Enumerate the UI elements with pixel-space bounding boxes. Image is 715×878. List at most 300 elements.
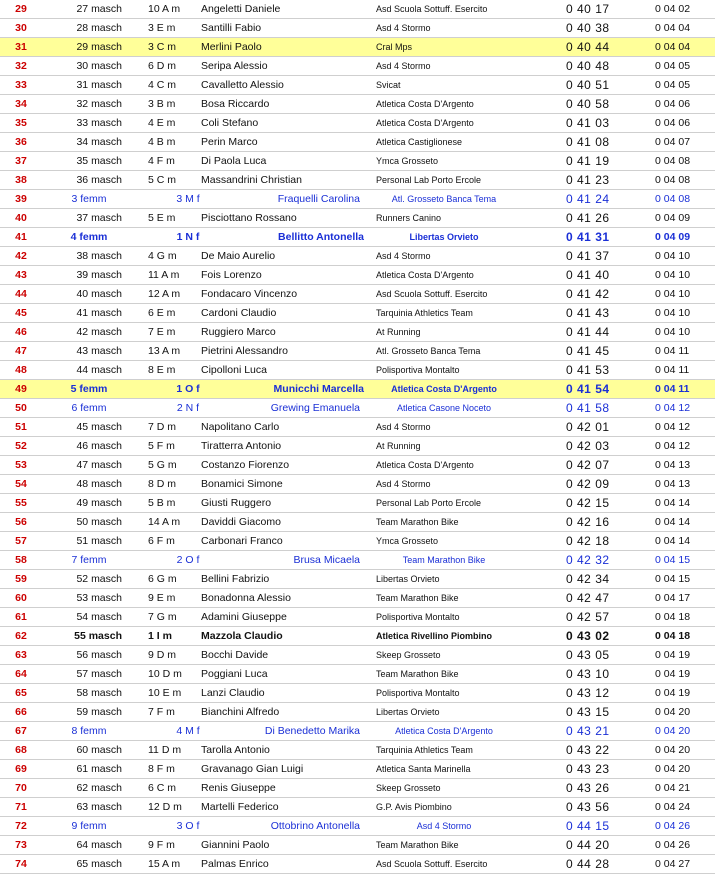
category-position: 9 E m xyxy=(148,592,176,604)
club-name: Atletica Costa D'Argento xyxy=(376,460,474,470)
club-name: Atletica Castiglionese xyxy=(376,137,463,147)
result-row xyxy=(0,798,715,817)
category-position: 3 M f xyxy=(176,193,200,205)
category-position: 1 N f xyxy=(176,231,200,243)
overall-position: 55 xyxy=(15,497,27,509)
result-row xyxy=(0,228,715,247)
gender-position: 32 masch xyxy=(76,98,122,110)
pace-per-km: 0 04 26 xyxy=(655,820,691,832)
result-row xyxy=(0,133,715,152)
result-row xyxy=(0,38,715,57)
result-row xyxy=(0,266,715,285)
pace-per-km: 0 04 08 xyxy=(655,174,691,186)
finish-time: 0 40 38 xyxy=(566,21,610,35)
athlete-name: Bosa Riccardo xyxy=(201,98,270,110)
pace-per-km: 0 04 06 xyxy=(655,117,691,129)
finish-time: 0 44 15 xyxy=(566,819,610,833)
athlete-name: Bellini Fabrizio xyxy=(201,573,270,585)
gender-position: 55 masch xyxy=(74,630,122,642)
club-name: Asd 4 Stormo xyxy=(376,23,431,33)
pace-per-km: 0 04 10 xyxy=(655,307,691,319)
pace-per-km: 0 04 19 xyxy=(655,649,691,661)
overall-position: 41 xyxy=(15,231,27,243)
gender-position: 43 masch xyxy=(76,345,122,357)
athlete-name: Fondacaro Vincenzo xyxy=(201,288,298,300)
club-name: Personal Lab Porto Ercole xyxy=(376,175,482,185)
gender-position: 59 masch xyxy=(76,706,122,718)
club-name: Asd Scuola Sottuff. Esercito xyxy=(376,289,488,299)
athlete-name: Costanzo Fiorenzo xyxy=(201,459,290,471)
result-row xyxy=(0,114,715,133)
finish-time: 0 44 28 xyxy=(566,857,610,871)
finish-time: 0 42 57 xyxy=(566,610,610,624)
overall-position: 30 xyxy=(15,22,27,34)
club-name: Team Marathon Bike xyxy=(376,669,459,679)
result-row xyxy=(0,532,715,551)
athlete-name: Coli Stefano xyxy=(201,117,259,129)
club-name: At Running xyxy=(376,327,421,337)
overall-position: 65 xyxy=(15,687,27,699)
club-name: Atletica Costa D'Argento xyxy=(376,270,474,280)
gender-position: 30 masch xyxy=(76,60,122,72)
pace-per-km: 0 04 07 xyxy=(655,136,691,148)
overall-position: 66 xyxy=(15,706,27,718)
result-row xyxy=(0,361,715,380)
category-position: 4 B m xyxy=(148,136,176,148)
finish-time: 0 41 42 xyxy=(566,287,610,301)
category-position: 4 E m xyxy=(148,117,176,129)
gender-position: 54 masch xyxy=(76,611,122,623)
athlete-name: Bonadonna Alessio xyxy=(201,592,291,604)
result-row xyxy=(0,627,715,646)
overall-position: 44 xyxy=(15,288,27,300)
overall-position: 45 xyxy=(15,307,27,319)
athlete-name: Ruggiero Marco xyxy=(201,326,276,338)
gender-position: 38 masch xyxy=(76,250,122,262)
overall-position: 73 xyxy=(15,839,27,851)
gender-position: 60 masch xyxy=(76,744,122,756)
athlete-name: Bonamici Simone xyxy=(201,478,283,490)
club-name: Atletica Rivellino Piombino xyxy=(376,631,493,641)
club-name: Skeep Grosseto xyxy=(376,650,441,660)
finish-time: 0 41 44 xyxy=(566,325,610,339)
pace-per-km: 0 04 12 xyxy=(655,402,691,414)
finish-time: 0 40 58 xyxy=(566,97,610,111)
athlete-name: Martelli Federico xyxy=(201,801,279,813)
overall-position: 43 xyxy=(15,269,27,281)
result-row xyxy=(0,323,715,342)
athlete-name: De Maio Aurelio xyxy=(201,250,276,262)
pace-per-km: 0 04 17 xyxy=(655,592,691,604)
athlete-name: Carbonari Franco xyxy=(201,535,283,547)
finish-time: 0 42 03 xyxy=(566,439,610,453)
athlete-name: Fraquelli Carolina xyxy=(277,193,360,205)
category-position: 3 E m xyxy=(148,22,176,34)
overall-position: 53 xyxy=(15,459,27,471)
athlete-name: Fois Lorenzo xyxy=(201,269,262,281)
pace-per-km: 0 04 27 xyxy=(655,858,691,870)
club-name: Asd 4 Stormo xyxy=(416,821,472,831)
overall-position: 56 xyxy=(15,516,27,528)
category-position: 8 E m xyxy=(148,364,176,376)
club-name: Libertas Orvieto xyxy=(376,574,440,584)
club-name: Team Marathon Bike xyxy=(402,555,486,565)
category-position: 3 C m xyxy=(148,41,177,53)
result-row xyxy=(0,380,715,399)
category-position: 6 G m xyxy=(148,573,177,585)
pace-per-km: 0 04 12 xyxy=(655,421,691,433)
category-position: 5 C m xyxy=(148,174,177,186)
overall-position: 60 xyxy=(15,592,27,604)
overall-position: 51 xyxy=(15,421,27,433)
category-position: 7 E m xyxy=(148,326,176,338)
pace-per-km: 0 04 05 xyxy=(655,60,691,72)
club-name: Runners Canino xyxy=(376,213,442,223)
gender-position: 41 masch xyxy=(76,307,122,319)
finish-time: 0 43 15 xyxy=(566,705,610,719)
pace-per-km: 0 04 11 xyxy=(655,383,690,395)
overall-position: 64 xyxy=(15,668,27,680)
overall-position: 42 xyxy=(15,250,27,262)
category-position: 2 N f xyxy=(176,402,200,414)
overall-position: 36 xyxy=(15,136,27,148)
athlete-name: Merlini Paolo xyxy=(201,41,262,53)
club-name: Atletica Costa D'Argento xyxy=(376,118,474,128)
finish-time: 0 41 54 xyxy=(566,382,610,396)
club-name: Asd Scuola Sottuff. Esercito xyxy=(376,4,488,14)
finish-time: 0 41 45 xyxy=(566,344,610,358)
finish-time: 0 41 23 xyxy=(566,173,610,187)
athlete-name: Giannini Paolo xyxy=(201,839,270,851)
result-row xyxy=(0,152,715,171)
finish-time: 0 41 19 xyxy=(566,154,610,168)
finish-time: 0 42 01 xyxy=(566,420,610,434)
finish-time: 0 41 40 xyxy=(566,268,610,282)
gender-position: 8 femm xyxy=(71,725,107,737)
overall-position: 74 xyxy=(15,858,27,870)
pace-per-km: 0 04 21 xyxy=(655,782,691,794)
gender-position: 28 masch xyxy=(76,22,122,34)
category-position: 3 O f xyxy=(176,820,200,832)
result-row xyxy=(0,475,715,494)
club-name: Atl. Grosseto Banca Tema xyxy=(391,194,497,204)
athlete-name: Angeletti Daniele xyxy=(201,3,281,15)
gender-position: 37 masch xyxy=(76,212,122,224)
result-row xyxy=(0,190,715,209)
gender-position: 29 masch xyxy=(76,41,122,53)
category-position: 9 F m xyxy=(148,839,175,851)
result-row xyxy=(0,513,715,532)
finish-time: 0 42 18 xyxy=(566,534,610,548)
result-row xyxy=(0,779,715,798)
club-name: Ymca Grosseto xyxy=(376,156,439,166)
result-row xyxy=(0,209,715,228)
pace-per-km: 0 04 13 xyxy=(655,459,691,471)
overall-position: 72 xyxy=(15,820,27,832)
finish-time: 0 40 44 xyxy=(566,40,610,54)
pace-per-km: 0 04 10 xyxy=(655,250,691,262)
gender-position: 46 masch xyxy=(76,440,122,452)
pace-per-km: 0 04 02 xyxy=(655,3,691,15)
category-position: 6 D m xyxy=(148,60,177,72)
athlete-name: Municchi Marcella xyxy=(273,383,364,395)
athlete-name: Massandrini Christian xyxy=(201,174,302,186)
result-row xyxy=(0,817,715,836)
result-row xyxy=(0,0,715,19)
athlete-name: Mazzola Claudio xyxy=(201,630,283,642)
result-row xyxy=(0,608,715,627)
club-name: Asd 4 Stormo xyxy=(376,422,431,432)
club-name: Skeep Grosseto xyxy=(376,783,441,793)
gender-position: 7 femm xyxy=(71,554,107,566)
pace-per-km: 0 04 10 xyxy=(655,269,691,281)
pace-per-km: 0 04 04 xyxy=(655,41,691,53)
category-position: 11 A m xyxy=(148,269,180,281)
club-name: Cral Mps xyxy=(376,42,413,52)
club-name: Asd 4 Stormo xyxy=(376,479,431,489)
pace-per-km: 0 04 20 xyxy=(655,725,691,737)
gender-position: 62 masch xyxy=(76,782,122,794)
gender-position: 64 masch xyxy=(76,839,122,851)
finish-time: 0 41 43 xyxy=(566,306,610,320)
club-name: Polisportiva Montalto xyxy=(376,612,460,622)
pace-per-km: 0 04 26 xyxy=(655,839,691,851)
category-position: 6 C m xyxy=(148,782,177,794)
category-position: 8 D m xyxy=(148,478,177,490)
pace-per-km: 0 04 09 xyxy=(655,212,691,224)
gender-position: 36 masch xyxy=(76,174,122,186)
club-name: Libertas Orvieto xyxy=(376,707,440,717)
category-position: 14 A m xyxy=(148,516,181,528)
gender-position: 63 masch xyxy=(76,801,122,813)
gender-position: 48 masch xyxy=(76,478,122,490)
overall-position: 39 xyxy=(15,193,27,205)
category-position: 10 D m xyxy=(148,668,182,680)
category-position: 10 A m xyxy=(148,3,181,15)
overall-position: 59 xyxy=(15,573,27,585)
category-position: 6 F m xyxy=(148,535,175,547)
club-name: Team Marathon Bike xyxy=(376,840,459,850)
gender-position: 56 masch xyxy=(76,649,122,661)
athlete-name: Adamini Giuseppe xyxy=(201,611,287,623)
gender-position: 33 masch xyxy=(76,117,122,129)
club-name: Tarquinia Athletics Team xyxy=(376,745,473,755)
pace-per-km: 0 04 14 xyxy=(655,516,691,528)
finish-time: 0 40 48 xyxy=(566,59,610,73)
athlete-name: Bocchi Davide xyxy=(201,649,269,661)
category-position: 7 F m xyxy=(148,706,175,718)
finish-time: 0 43 23 xyxy=(566,762,610,776)
athlete-name: Ottobrino Antonella xyxy=(270,820,360,832)
finish-time: 0 43 26 xyxy=(566,781,610,795)
pace-per-km: 0 04 12 xyxy=(655,440,691,452)
finish-time: 0 43 05 xyxy=(566,648,610,662)
result-row xyxy=(0,646,715,665)
result-row xyxy=(0,304,715,323)
finish-time: 0 43 22 xyxy=(566,743,610,757)
category-position: 4 C m xyxy=(148,79,177,91)
finish-time: 0 40 17 xyxy=(566,2,610,16)
gender-position: 47 masch xyxy=(76,459,122,471)
overall-position: 32 xyxy=(15,60,27,72)
finish-time: 0 41 08 xyxy=(566,135,610,149)
finish-time: 0 41 31 xyxy=(566,230,610,244)
category-position: 12 A m xyxy=(148,288,181,300)
pace-per-km: 0 04 08 xyxy=(655,155,691,167)
result-row xyxy=(0,855,715,874)
category-position: 7 D m xyxy=(148,421,177,433)
category-position: 2 O f xyxy=(176,554,200,566)
result-row xyxy=(0,684,715,703)
overall-position: 46 xyxy=(15,326,27,338)
finish-time: 0 42 34 xyxy=(566,572,610,586)
athlete-name: Daviddi Giacomo xyxy=(201,516,281,528)
category-position: 5 B m xyxy=(148,497,176,509)
overall-position: 31 xyxy=(15,41,27,53)
finish-time: 0 41 03 xyxy=(566,116,610,130)
gender-position: 3 femm xyxy=(71,193,107,205)
club-name: Atletica Santa Marinella xyxy=(376,764,471,774)
athlete-name: Perin Marco xyxy=(201,136,258,148)
result-row xyxy=(0,418,715,437)
gender-position: 34 masch xyxy=(76,136,122,148)
pace-per-km: 0 04 10 xyxy=(655,326,691,338)
gender-position: 49 masch xyxy=(76,497,122,509)
category-position: 5 G m xyxy=(148,459,177,471)
gender-position: 58 masch xyxy=(76,687,122,699)
gender-position: 39 masch xyxy=(76,269,122,281)
overall-position: 62 xyxy=(15,630,27,642)
result-row xyxy=(0,456,715,475)
club-name: Tarquinia Athletics Team xyxy=(376,308,473,318)
category-position: 4 M f xyxy=(176,725,200,737)
athlete-name: Bianchini Alfredo xyxy=(201,706,280,718)
club-name: Polisportiva Montalto xyxy=(376,365,460,375)
category-position: 1 O f xyxy=(176,383,200,395)
finish-time: 0 43 56 xyxy=(566,800,610,814)
athlete-name: Grewing Emanuela xyxy=(270,402,360,414)
athlete-name: Renis Giuseppe xyxy=(201,782,276,794)
finish-time: 0 41 58 xyxy=(566,401,610,415)
finish-time: 0 42 32 xyxy=(566,553,610,567)
overall-position: 68 xyxy=(15,744,27,756)
overall-position: 71 xyxy=(15,801,27,813)
athlete-name: Tarolla Antonio xyxy=(201,744,270,756)
finish-time: 0 43 12 xyxy=(566,686,610,700)
athlete-name: Cavalletto Alessio xyxy=(201,79,284,91)
athlete-name: Seripa Alessio xyxy=(201,60,268,72)
finish-time: 0 41 24 xyxy=(566,192,610,206)
overall-position: 29 xyxy=(15,3,27,15)
overall-position: 54 xyxy=(15,478,27,490)
category-position: 5 F m xyxy=(148,440,175,452)
club-name: Asd 4 Stormo xyxy=(376,61,431,71)
overall-position: 35 xyxy=(15,117,27,129)
category-position: 15 A m xyxy=(148,858,181,870)
athlete-name: Napolitano Carlo xyxy=(201,421,280,433)
overall-position: 37 xyxy=(15,155,27,167)
result-row xyxy=(0,703,715,722)
athlete-name: Santilli Fabio xyxy=(201,22,262,34)
pace-per-km: 0 04 13 xyxy=(655,478,691,490)
club-name: Polisportiva Montalto xyxy=(376,688,460,698)
finish-time: 0 40 51 xyxy=(566,78,610,92)
finish-time: 0 41 26 xyxy=(566,211,610,225)
category-position: 9 D m xyxy=(148,649,177,661)
pace-per-km: 0 04 20 xyxy=(655,706,691,718)
club-name: Personal Lab Porto Ercole xyxy=(376,498,482,508)
pace-per-km: 0 04 10 xyxy=(655,288,691,300)
gender-position: 57 masch xyxy=(76,668,122,680)
result-row xyxy=(0,589,715,608)
overall-position: 57 xyxy=(15,535,27,547)
result-row xyxy=(0,285,715,304)
category-position: 8 F m xyxy=(148,763,175,775)
overall-position: 61 xyxy=(15,611,27,623)
athlete-name: Bellitto Antonella xyxy=(278,231,364,243)
athlete-name: Cipolloni Luca xyxy=(201,364,267,376)
category-position: 7 G m xyxy=(148,611,177,623)
pace-per-km: 0 04 19 xyxy=(655,687,691,699)
pace-per-km: 0 04 14 xyxy=(655,535,691,547)
club-name: Atletica Costa D'Argento xyxy=(391,384,497,394)
category-position: 3 B m xyxy=(148,98,176,110)
finish-time: 0 43 02 xyxy=(566,629,610,643)
overall-position: 50 xyxy=(15,402,27,414)
result-row xyxy=(0,437,715,456)
gender-position: 35 masch xyxy=(76,155,122,167)
overall-position: 52 xyxy=(15,440,27,452)
overall-position: 33 xyxy=(15,79,27,91)
finish-time: 0 44 20 xyxy=(566,838,610,852)
pace-per-km: 0 04 15 xyxy=(655,573,691,585)
result-row xyxy=(0,741,715,760)
gender-position: 53 masch xyxy=(76,592,122,604)
category-position: 5 E m xyxy=(148,212,176,224)
athlete-name: Gravanago Gian Luigi xyxy=(201,763,304,775)
gender-position: 61 masch xyxy=(76,763,122,775)
athlete-name: Pisciottano Rossano xyxy=(201,212,297,224)
pace-per-km: 0 04 14 xyxy=(655,497,691,509)
pace-per-km: 0 04 06 xyxy=(655,98,691,110)
finish-time: 0 42 47 xyxy=(566,591,610,605)
pace-per-km: 0 04 15 xyxy=(655,554,691,566)
club-name: Libertas Orvieto xyxy=(409,232,479,242)
finish-time: 0 42 15 xyxy=(566,496,610,510)
athlete-name: Di Benedetto Marika xyxy=(264,725,360,737)
result-row xyxy=(0,570,715,589)
result-row xyxy=(0,399,715,418)
gender-position: 5 femm xyxy=(70,383,108,395)
gender-position: 4 femm xyxy=(70,231,108,243)
overall-position: 69 xyxy=(15,763,27,775)
category-position: 1 I m xyxy=(148,630,172,642)
result-row xyxy=(0,665,715,684)
result-row xyxy=(0,342,715,361)
athlete-name: Cardoni Claudio xyxy=(201,307,277,319)
result-row xyxy=(0,57,715,76)
club-name: Asd 4 Stormo xyxy=(376,251,431,261)
overall-position: 70 xyxy=(15,782,27,794)
category-position: 4 G m xyxy=(148,250,177,262)
result-row xyxy=(0,836,715,855)
overall-position: 47 xyxy=(15,345,27,357)
gender-position: 50 masch xyxy=(76,516,122,528)
gender-position: 27 masch xyxy=(76,3,122,15)
pace-per-km: 0 04 05 xyxy=(655,79,691,91)
athlete-name: Palmas Enrico xyxy=(201,858,269,870)
gender-position: 51 masch xyxy=(76,535,122,547)
